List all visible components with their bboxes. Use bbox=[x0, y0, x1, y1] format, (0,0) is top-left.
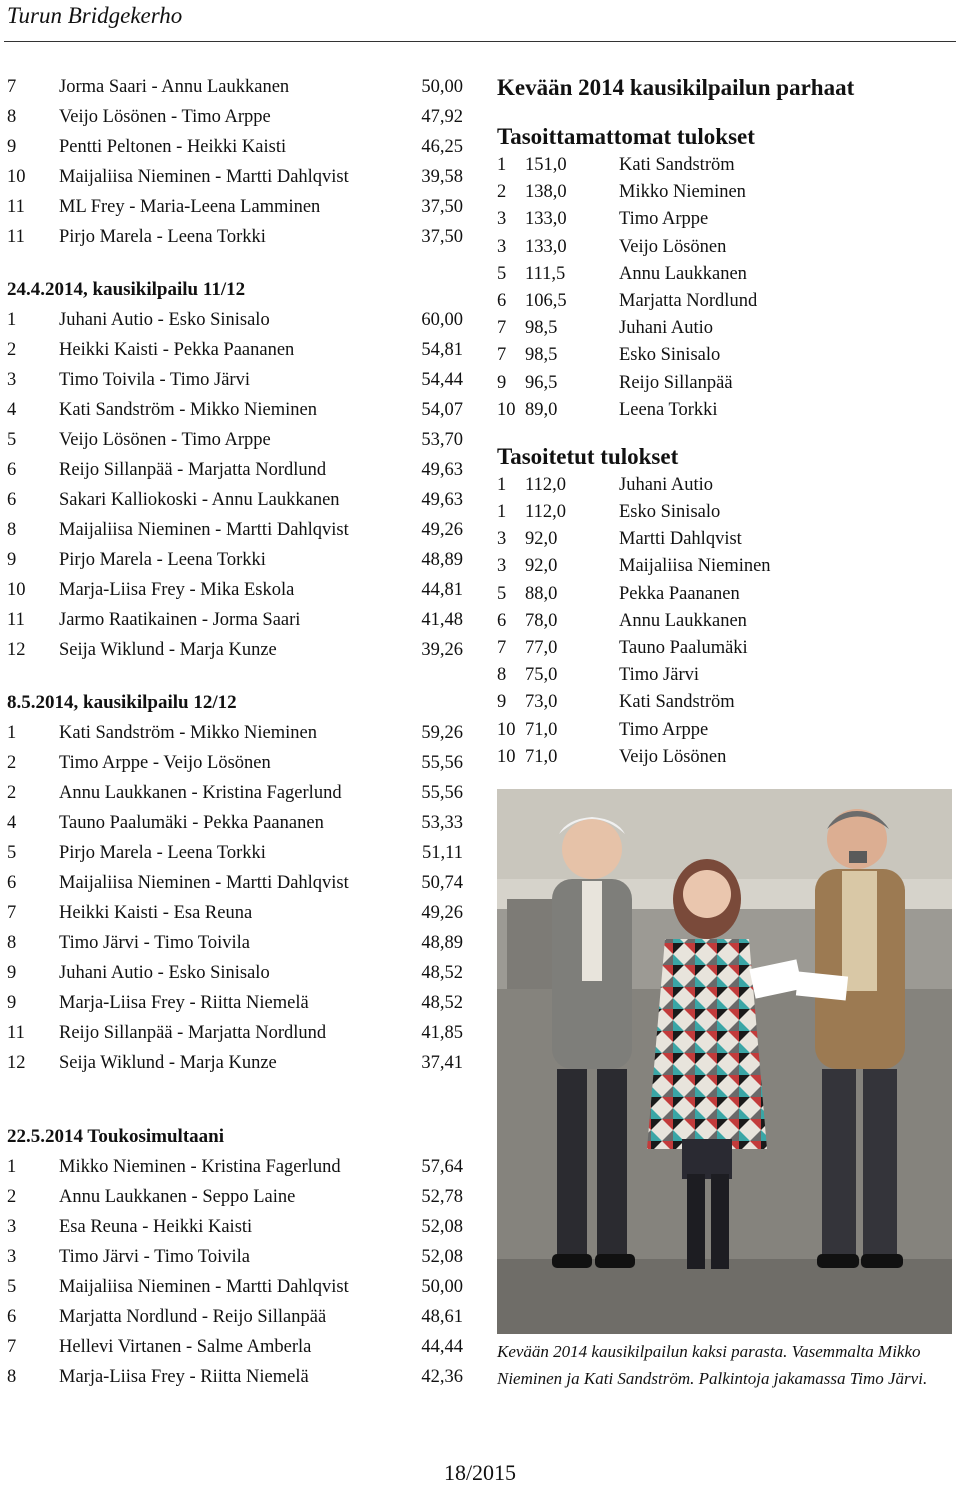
result-score: 55,56 bbox=[421, 783, 463, 803]
result-pair: Kati Sandström - Mikko Nieminen bbox=[59, 723, 317, 743]
standing-points: 138,0 bbox=[525, 182, 567, 203]
result-score: 46,25 bbox=[421, 137, 463, 157]
award-photo bbox=[497, 789, 952, 1334]
result-pair: Mikko Nieminen - Kristina Fagerlund bbox=[59, 1157, 341, 1177]
result-rank: 12 bbox=[7, 1053, 26, 1073]
result-rank: 6 bbox=[7, 490, 17, 510]
standing-points: 111,5 bbox=[525, 263, 566, 284]
result-score: 55,56 bbox=[421, 753, 463, 773]
table-row bbox=[7, 635, 463, 665]
result-rank: 5 bbox=[7, 430, 17, 450]
result-rank: 8 bbox=[7, 1367, 17, 1387]
result-pair: Hellevi Virtanen - Salme Amberla bbox=[59, 1337, 312, 1357]
result-pair: Heikki Kaisti - Esa Reuna bbox=[59, 903, 253, 923]
standing-name: Kati Sandström bbox=[619, 692, 735, 713]
table-row bbox=[7, 1212, 463, 1242]
result-pair: ML Frey - Maria-Leena Lamminen bbox=[59, 197, 321, 217]
unhandicapped-list bbox=[497, 152, 952, 424]
standing-rank: 3 bbox=[497, 209, 507, 230]
list-item bbox=[497, 744, 952, 771]
result-pair: Juhani Autio - Esko Sinisalo bbox=[59, 310, 270, 330]
table-row bbox=[7, 718, 463, 748]
standing-name: Mikko Nieminen bbox=[619, 182, 746, 203]
result-score: 54,44 bbox=[421, 370, 463, 390]
result-score: 44,44 bbox=[421, 1337, 463, 1357]
table-row bbox=[7, 748, 463, 778]
standing-name: Esko Sinisalo bbox=[619, 345, 721, 366]
table-row bbox=[7, 928, 463, 958]
result-rank: 12 bbox=[7, 640, 26, 660]
table-row bbox=[7, 485, 463, 515]
section-title-kausikilpailu-11: 24.4.2014, kausikilpailu 11/12 bbox=[7, 279, 246, 300]
result-pair: Maijaliisa Nieminen - Martti Dahlqvist bbox=[59, 167, 349, 187]
standing-name: Timo Arppe bbox=[619, 209, 709, 230]
standing-rank: 10 bbox=[497, 746, 516, 767]
list-item bbox=[497, 234, 952, 261]
standing-points: 133,0 bbox=[525, 209, 567, 230]
standing-name: Reijo Sillanpää bbox=[619, 372, 733, 393]
list-item bbox=[497, 499, 952, 526]
table-row bbox=[7, 365, 463, 395]
list-item bbox=[497, 342, 952, 369]
table-row bbox=[7, 515, 463, 545]
standing-name: Kati Sandström bbox=[619, 155, 735, 175]
standing-name: Veijo Lösönen bbox=[619, 236, 727, 257]
standing-rank: 10 bbox=[497, 399, 516, 420]
result-score: 48,89 bbox=[421, 550, 463, 570]
result-rank: 1 bbox=[7, 310, 17, 330]
table-row bbox=[7, 575, 463, 605]
result-rank: 3 bbox=[7, 1217, 17, 1237]
standing-points: 151,0 bbox=[525, 155, 567, 175]
table-row bbox=[7, 1182, 463, 1212]
handicapped-list bbox=[497, 472, 952, 771]
result-pair: Pirjo Marela - Leena Torkki bbox=[59, 843, 266, 863]
table-row bbox=[7, 335, 463, 365]
table-row bbox=[7, 1362, 463, 1392]
photo-caption: Kevään 2014 kausikilpailun kaksi parasta. Vasemmalta Mikko Nieminen ja Kati Sandström. Palkintoja jakamassa Timo Järvi. bbox=[497, 1342, 928, 1388]
result-pair: Maijaliisa Nieminen - Martti Dahlqvist bbox=[59, 1277, 349, 1297]
standing-points: 96,5 bbox=[525, 372, 558, 393]
table-row bbox=[7, 192, 463, 222]
result-score: 37,50 bbox=[421, 197, 463, 217]
standing-rank: 2 bbox=[497, 182, 507, 203]
standing-name: Annu Laukkanen bbox=[619, 610, 747, 631]
result-score: 39,26 bbox=[421, 640, 463, 660]
list-item bbox=[497, 472, 952, 499]
standing-name: Esko Sinisalo bbox=[619, 502, 721, 523]
result-pair: Marja-Liisa Frey - Riitta Niemelä bbox=[59, 1367, 309, 1387]
result-score: 49,26 bbox=[421, 903, 463, 923]
result-rank: 9 bbox=[7, 993, 17, 1013]
list-item bbox=[497, 315, 952, 342]
list-item bbox=[497, 635, 952, 662]
standing-points: 88,0 bbox=[525, 583, 558, 604]
standing-name: Tauno Paalumäki bbox=[619, 638, 748, 658]
result-score: 37,41 bbox=[421, 1053, 463, 1073]
result-pair: Maijaliisa Nieminen - Martti Dahlqvist bbox=[59, 520, 349, 540]
result-pair: Marja-Liisa Frey - Mika Eskola bbox=[59, 580, 295, 600]
standing-points: 73,0 bbox=[525, 692, 558, 713]
result-rank: 2 bbox=[7, 753, 17, 773]
standing-rank: 7 bbox=[497, 638, 507, 658]
results-list-kausikilpailu-12 bbox=[7, 718, 463, 1078]
standing-rank: 5 bbox=[497, 583, 507, 604]
result-score: 42,36 bbox=[421, 1367, 463, 1387]
table-row bbox=[7, 395, 463, 425]
result-rank: 5 bbox=[7, 1277, 17, 1297]
result-rank: 7 bbox=[7, 1337, 17, 1357]
result-rank: 1 bbox=[7, 1157, 17, 1177]
result-pair: Seija Wiklund - Marja Kunze bbox=[59, 1053, 277, 1073]
standing-points: 106,5 bbox=[525, 290, 567, 311]
table-row bbox=[7, 605, 463, 635]
table-row bbox=[7, 808, 463, 838]
result-pair: Maijaliisa Nieminen - Martti Dahlqvist bbox=[59, 873, 349, 893]
table-row bbox=[7, 1302, 463, 1332]
standing-points: 78,0 bbox=[525, 610, 558, 631]
result-rank: 6 bbox=[7, 1307, 17, 1327]
result-pair: Timo Järvi - Timo Toivila bbox=[59, 933, 250, 953]
list-item bbox=[497, 179, 952, 206]
table-row bbox=[7, 132, 463, 162]
list-item bbox=[497, 206, 952, 233]
result-pair: Seija Wiklund - Marja Kunze bbox=[59, 640, 277, 660]
result-score: 59,26 bbox=[421, 723, 463, 743]
table-row bbox=[7, 838, 463, 868]
list-item bbox=[497, 662, 952, 689]
result-rank: 5 bbox=[7, 843, 17, 863]
list-item bbox=[497, 689, 952, 716]
list-item bbox=[497, 152, 952, 179]
result-rank: 3 bbox=[7, 1247, 17, 1267]
result-rank: 2 bbox=[7, 1187, 17, 1207]
result-pair: Reijo Sillanpää - Marjatta Nordlund bbox=[59, 460, 327, 480]
table-row bbox=[7, 988, 463, 1018]
table-row bbox=[7, 1272, 463, 1302]
result-score: 51,11 bbox=[422, 843, 463, 863]
result-pair: Pirjo Marela - Leena Torkki bbox=[59, 227, 266, 247]
standing-points: 133,0 bbox=[525, 236, 567, 257]
unhandicapped-title: Tasoittamattomat tulokset bbox=[497, 124, 755, 149]
table-row bbox=[7, 1048, 463, 1078]
standing-rank: 8 bbox=[497, 665, 507, 686]
result-rank: 8 bbox=[7, 520, 17, 540]
table-row bbox=[7, 455, 463, 485]
standing-rank: 3 bbox=[497, 529, 507, 550]
handicapped-title: Tasoitetut tulokset bbox=[497, 443, 679, 469]
result-rank: 11 bbox=[7, 610, 25, 630]
standing-points: 89,0 bbox=[525, 399, 558, 420]
result-pair: Annu Laukkanen - Seppo Laine bbox=[59, 1187, 296, 1207]
result-pair: Timo Järvi - Timo Toivila bbox=[59, 1247, 250, 1267]
result-score: 44,81 bbox=[421, 580, 463, 600]
standing-rank: 6 bbox=[497, 610, 507, 631]
result-score: 49,63 bbox=[421, 490, 463, 510]
standing-points: 92,0 bbox=[525, 556, 558, 577]
result-score: 47,92 bbox=[421, 107, 463, 127]
result-pair: Esa Reuna - Heikki Kaisti bbox=[59, 1217, 253, 1237]
list-item bbox=[497, 288, 952, 315]
result-rank: 4 bbox=[7, 813, 17, 833]
result-rank: 8 bbox=[7, 107, 17, 127]
header-rule bbox=[4, 41, 956, 42]
standing-points: 71,0 bbox=[525, 746, 558, 767]
standing-rank: 7 bbox=[497, 318, 507, 339]
result-rank: 2 bbox=[7, 783, 17, 803]
standing-points: 112,0 bbox=[525, 474, 566, 495]
result-rank: 7 bbox=[7, 903, 17, 923]
result-pair: Veijo Lösönen - Timo Arppe bbox=[59, 430, 271, 450]
result-rank: 11 bbox=[7, 197, 25, 217]
result-score: 39,58 bbox=[421, 167, 463, 187]
list-item bbox=[497, 526, 952, 553]
result-rank: 9 bbox=[7, 963, 17, 983]
section-title-kausikilpailu-12: 8.5.2014, kausikilpailu 12/12 bbox=[7, 692, 237, 713]
table-row bbox=[7, 425, 463, 455]
table-row bbox=[7, 305, 463, 335]
results-list-kausikilpailu-11 bbox=[7, 305, 463, 665]
standing-name: Martti Dahlqvist bbox=[619, 529, 742, 550]
standing-points: 98,5 bbox=[525, 345, 558, 366]
result-pair: Annu Laukkanen - Kristina Fagerlund bbox=[59, 783, 342, 803]
right-column bbox=[497, 72, 952, 771]
result-rank: 8 bbox=[7, 933, 17, 953]
result-score: 52,08 bbox=[421, 1217, 463, 1237]
results-list-toukosimultaani bbox=[7, 1152, 463, 1392]
standing-rank: 1 bbox=[497, 155, 507, 175]
result-rank: 10 bbox=[7, 167, 26, 187]
result-score: 53,70 bbox=[421, 430, 463, 450]
result-score: 37,50 bbox=[421, 227, 463, 247]
standing-rank: 9 bbox=[497, 692, 507, 713]
list-item bbox=[497, 608, 952, 635]
result-pair: Pirjo Marela - Leena Torkki bbox=[59, 550, 266, 570]
result-rank: 11 bbox=[7, 227, 25, 247]
result-pair: Marjatta Nordlund - Reijo Sillanpää bbox=[59, 1307, 327, 1327]
result-score: 41,48 bbox=[421, 610, 463, 630]
list-item bbox=[497, 397, 952, 424]
table-row bbox=[7, 1242, 463, 1272]
award-photo-illustration bbox=[497, 789, 952, 1334]
table-row bbox=[7, 958, 463, 988]
result-pair: Juhani Autio - Esko Sinisalo bbox=[59, 963, 270, 983]
standing-name: Leena Torkki bbox=[619, 399, 718, 420]
standing-rank: 6 bbox=[497, 290, 507, 311]
result-rank: 10 bbox=[7, 580, 26, 600]
table-row bbox=[7, 868, 463, 898]
result-pair: Timo Toivila - Timo Järvi bbox=[59, 370, 250, 390]
section-title-toukosimultaani: 22.5.2014 Toukosimultaani bbox=[7, 1126, 224, 1147]
result-score: 54,07 bbox=[421, 400, 463, 420]
season-best-title: Kevään 2014 kausikilpailun parhaat bbox=[497, 75, 855, 100]
result-score: 57,64 bbox=[421, 1157, 463, 1177]
table-row bbox=[7, 222, 463, 252]
result-pair: Tauno Paalumäki - Pekka Paananen bbox=[59, 813, 324, 833]
result-pair: Marja-Liisa Frey - Riitta Niemelä bbox=[59, 993, 309, 1013]
result-rank: 2 bbox=[7, 340, 17, 360]
result-rank: 7 bbox=[7, 77, 17, 97]
result-pair: Pentti Peltonen - Heikki Kaisti bbox=[59, 137, 287, 157]
standing-name: Annu Laukkanen bbox=[619, 263, 747, 284]
standing-rank: 1 bbox=[497, 474, 507, 495]
standing-rank: 1 bbox=[497, 502, 507, 523]
result-pair: Timo Arppe - Veijo Lösönen bbox=[59, 753, 271, 773]
result-score: 52,08 bbox=[421, 1247, 463, 1267]
table-row bbox=[7, 1018, 463, 1048]
table-row bbox=[7, 102, 463, 132]
result-rank: 9 bbox=[7, 137, 17, 157]
standing-rank: 5 bbox=[497, 263, 507, 284]
result-pair: Heikki Kaisti - Pekka Paananen bbox=[59, 340, 295, 360]
standing-name: Juhani Autio bbox=[619, 318, 714, 339]
table-row bbox=[7, 545, 463, 575]
result-score: 48,52 bbox=[421, 993, 463, 1013]
result-rank: 1 bbox=[7, 723, 17, 743]
table-row bbox=[7, 1332, 463, 1362]
standing-name: Marjatta Nordlund bbox=[619, 290, 758, 311]
list-item bbox=[497, 553, 952, 580]
result-rank: 9 bbox=[7, 550, 17, 570]
result-score: 48,61 bbox=[421, 1307, 463, 1327]
result-rank: 3 bbox=[7, 370, 17, 390]
table-row bbox=[7, 162, 463, 192]
standing-name: Timo Järvi bbox=[619, 665, 700, 686]
result-score: 50,00 bbox=[421, 77, 463, 97]
table-row bbox=[7, 898, 463, 928]
standing-points: 75,0 bbox=[525, 665, 558, 686]
list-item bbox=[497, 370, 952, 397]
result-rank: 6 bbox=[7, 873, 17, 893]
result-score: 48,52 bbox=[421, 963, 463, 983]
result-pair: Sakari Kalliokoski - Annu Laukkanen bbox=[59, 490, 340, 510]
result-score: 54,81 bbox=[421, 340, 463, 360]
result-score: 49,26 bbox=[421, 520, 463, 540]
list-item bbox=[497, 581, 952, 608]
result-score: 49,63 bbox=[421, 460, 463, 480]
result-score: 48,89 bbox=[421, 933, 463, 953]
standing-rank: 7 bbox=[497, 345, 507, 366]
page-header-title: Turun Bridgekerho bbox=[7, 3, 183, 28]
list-item bbox=[497, 261, 952, 288]
standing-name: Timo Arppe bbox=[619, 719, 709, 740]
standing-name: Maijaliisa Nieminen bbox=[619, 556, 771, 577]
result-pair: Kati Sandström - Mikko Nieminen bbox=[59, 400, 317, 420]
standing-points: 112,0 bbox=[525, 502, 566, 523]
list-item bbox=[497, 717, 952, 744]
result-score: 41,85 bbox=[421, 1023, 463, 1043]
standing-points: 77,0 bbox=[525, 638, 558, 658]
table-row bbox=[7, 72, 463, 102]
result-pair: Veijo Lösönen - Timo Arppe bbox=[59, 107, 271, 127]
standing-name: Veijo Lösönen bbox=[619, 746, 727, 767]
result-rank: 11 bbox=[7, 1023, 25, 1043]
table-row bbox=[7, 778, 463, 808]
standing-points: 92,0 bbox=[525, 529, 558, 550]
left-column bbox=[7, 72, 463, 1392]
standing-name: Pekka Paananen bbox=[619, 583, 740, 604]
standing-points: 98,5 bbox=[525, 318, 558, 339]
result-rank: 4 bbox=[7, 400, 17, 420]
standing-rank: 3 bbox=[497, 556, 507, 577]
standing-rank: 9 bbox=[497, 372, 507, 393]
top-results-list bbox=[7, 72, 463, 252]
standing-name: Juhani Autio bbox=[619, 474, 714, 495]
table-row bbox=[7, 1152, 463, 1182]
page-number: 18/2015 bbox=[443, 1460, 517, 1485]
standing-rank: 10 bbox=[497, 719, 516, 740]
result-score: 52,78 bbox=[421, 1187, 463, 1207]
result-score: 53,33 bbox=[421, 813, 463, 833]
result-pair: Jorma Saari - Annu Laukkanen bbox=[59, 77, 290, 97]
result-score: 50,74 bbox=[421, 873, 463, 893]
result-score: 50,00 bbox=[421, 1277, 463, 1297]
result-pair: Reijo Sillanpää - Marjatta Nordlund bbox=[59, 1023, 327, 1043]
result-pair: Jarmo Raatikainen - Jorma Saari bbox=[59, 610, 301, 630]
standing-points: 71,0 bbox=[525, 719, 558, 740]
result-rank: 6 bbox=[7, 460, 17, 480]
standing-rank: 3 bbox=[497, 236, 507, 257]
result-score: 60,00 bbox=[421, 310, 463, 330]
